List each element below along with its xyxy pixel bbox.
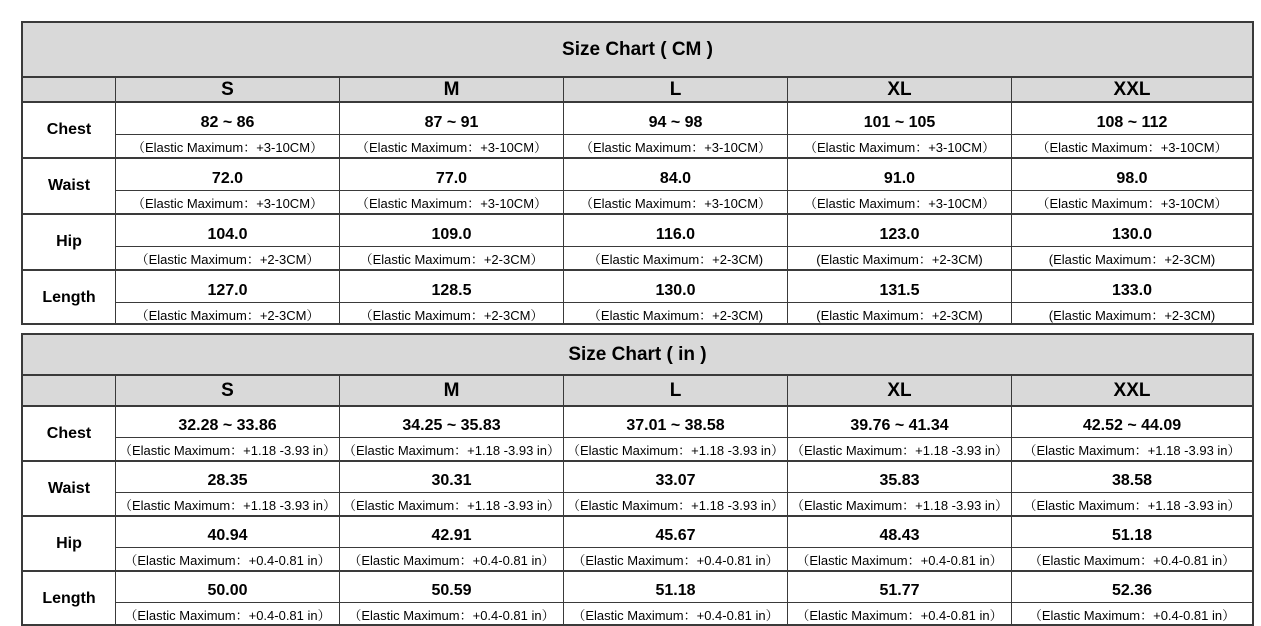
size-header-xl: XL	[788, 78, 1012, 101]
measurement-value: 37.01 ~ 38.58	[564, 407, 787, 438]
elastic-note: （Elastic Maximum：+2-3CM)	[587, 307, 764, 323]
elastic-note: （Elastic Maximum：+0.4-0.81 in）	[348, 552, 555, 568]
measurement-value: 48.43	[788, 517, 1011, 548]
measurement-value: 131.5	[788, 271, 1011, 303]
size-cell	[116, 215, 340, 269]
measurement-value: 51.77	[788, 572, 1011, 603]
elastic-note: （Elastic Maximum：+3-10CM）	[803, 195, 996, 211]
size-cell	[340, 103, 564, 157]
measurement-row-hip	[23, 215, 1252, 271]
size-header-row	[23, 376, 1252, 407]
chart-title: Size Chart ( CM )	[23, 23, 1252, 78]
size-cell	[1012, 159, 1252, 213]
measurement-value: 128.5	[340, 271, 563, 303]
size-cell	[788, 271, 1012, 325]
elastic-note: （Elastic Maximum：+0.4-0.81 in）	[124, 552, 331, 568]
size-cell	[116, 103, 340, 157]
elastic-note: （Elastic Maximum：+0.4-0.81 in）	[1028, 552, 1236, 568]
row-label: Chest	[23, 103, 116, 157]
size-header-s: S	[116, 376, 340, 405]
measurement-row-length	[23, 271, 1252, 325]
measurement-row-waist	[23, 462, 1252, 517]
size-cell	[564, 517, 788, 570]
measurement-value: 98.0	[1012, 159, 1252, 191]
elastic-note: (Elastic Maximum：+2-3CM)	[816, 307, 983, 323]
size-cell	[116, 271, 340, 325]
elastic-note: （Elastic Maximum：+1.18 -3.93 in）	[790, 497, 1009, 513]
size-chart-cm	[21, 21, 1254, 325]
measurement-value: 35.83	[788, 462, 1011, 493]
size-cell	[340, 517, 564, 570]
elastic-note: （Elastic Maximum：+3-10CM）	[355, 139, 548, 155]
measurement-value: 108 ~ 112	[1012, 103, 1252, 135]
elastic-note: （Elastic Maximum：+0.4-0.81 in）	[1028, 607, 1236, 623]
elastic-note: （Elastic Maximum：+0.4-0.81 in）	[572, 552, 779, 568]
size-cell	[116, 462, 340, 515]
measurement-value: 82 ~ 86	[116, 103, 339, 135]
measurement-row-waist	[23, 159, 1252, 215]
measurement-value: 84.0	[564, 159, 787, 191]
measurement-value: 50.00	[116, 572, 339, 603]
size-header-l: L	[564, 376, 788, 405]
size-cell	[564, 159, 788, 213]
size-cell	[788, 407, 1012, 460]
size-chart-inch	[21, 333, 1254, 626]
measurement-value: 33.07	[564, 462, 787, 493]
size-cell	[1012, 103, 1252, 157]
size-cell	[1012, 407, 1252, 460]
size-header-row	[23, 78, 1252, 103]
measurement-value: 133.0	[1012, 271, 1252, 303]
size-cell	[564, 103, 788, 157]
measurement-value: 51.18	[564, 572, 787, 603]
size-header-xxl: XXL	[1113, 78, 1151, 100]
elastic-note: （Elastic Maximum：+0.4-0.81 in）	[124, 607, 331, 623]
elastic-note: （Elastic Maximum：+2-3CM）	[359, 307, 544, 323]
size-cell	[564, 271, 788, 325]
measurement-value: 30.31	[340, 462, 563, 493]
measurement-value: 28.35	[116, 462, 339, 493]
elastic-note: （Elastic Maximum：+3-10CM）	[1036, 139, 1228, 155]
header-corner	[23, 376, 116, 405]
size-cell	[116, 407, 340, 460]
measurement-value: 52.36	[1012, 572, 1252, 603]
measurement-value: 101 ~ 105	[788, 103, 1011, 135]
elastic-note: （Elastic Maximum：+0.4-0.81 in）	[796, 607, 1003, 623]
measurement-value: 130.0	[564, 271, 787, 303]
measurement-value: 42.52 ~ 44.09	[1012, 407, 1252, 438]
size-cell	[1012, 572, 1252, 625]
size-cell	[788, 517, 1012, 570]
measurement-value: 91.0	[788, 159, 1011, 191]
row-label: Hip	[23, 517, 116, 570]
elastic-note: （Elastic Maximum：+3-10CM）	[803, 139, 996, 155]
measurement-value: 38.58	[1012, 462, 1252, 493]
size-cell	[1012, 517, 1252, 570]
elastic-note: （Elastic Maximum：+1.18 -3.93 in）	[566, 442, 785, 458]
measurement-value: 109.0	[340, 215, 563, 247]
row-label: Chest	[23, 407, 116, 460]
size-cell	[1012, 271, 1252, 325]
size-cell	[116, 572, 340, 625]
elastic-note: （Elastic Maximum：+2-3CM）	[135, 307, 320, 323]
elastic-note: (Elastic Maximum：+2-3CM)	[816, 251, 983, 267]
size-cell	[116, 159, 340, 213]
size-header-m: M	[340, 376, 564, 405]
elastic-note: （Elastic Maximum：+2-3CM)	[587, 251, 764, 267]
elastic-note: （Elastic Maximum：+3-10CM）	[1036, 195, 1228, 211]
measurement-value: 72.0	[116, 159, 339, 191]
elastic-note: （Elastic Maximum：+2-3CM）	[359, 251, 544, 267]
size-cell	[788, 159, 1012, 213]
elastic-note: （Elastic Maximum：+3-10CM）	[131, 195, 324, 211]
measurement-value: 42.91	[340, 517, 563, 548]
elastic-note: （Elastic Maximum：+1.18 -3.93 in）	[342, 442, 561, 458]
elastic-note: （Elastic Maximum：+1.18 -3.93 in）	[1023, 442, 1241, 458]
size-cell	[788, 462, 1012, 515]
size-header-l: L	[564, 78, 788, 101]
row-label: Length	[23, 271, 116, 325]
measurement-value: 116.0	[564, 215, 787, 247]
measurement-value: 77.0	[340, 159, 563, 191]
size-cell	[564, 462, 788, 515]
measurement-value: 45.67	[564, 517, 787, 548]
measurement-value: 34.25 ~ 35.83	[340, 407, 563, 438]
elastic-note: （Elastic Maximum：+3-10CM）	[579, 139, 772, 155]
measurement-value: 127.0	[116, 271, 339, 303]
elastic-note: （Elastic Maximum：+3-10CM）	[355, 195, 548, 211]
size-cell	[116, 517, 340, 570]
elastic-note: （Elastic Maximum：+1.18 -3.93 in）	[118, 442, 337, 458]
measurement-value: 94 ~ 98	[564, 103, 787, 135]
row-label: Hip	[23, 215, 116, 269]
size-cell	[788, 215, 1012, 269]
elastic-note: （Elastic Maximum：+2-3CM）	[135, 251, 320, 267]
row-label: Waist	[23, 462, 116, 515]
elastic-note: （Elastic Maximum：+0.4-0.81 in）	[348, 607, 555, 623]
measurement-row-chest	[23, 103, 1252, 159]
elastic-note: （Elastic Maximum：+1.18 -3.93 in）	[118, 497, 337, 513]
elastic-note: （Elastic Maximum：+0.4-0.81 in）	[572, 607, 779, 623]
elastic-note: (Elastic Maximum：+2-3CM)	[1048, 307, 1216, 323]
measurement-value: 50.59	[340, 572, 563, 603]
size-cell	[1012, 462, 1252, 515]
size-cell	[340, 215, 564, 269]
chart-title: Size Chart ( in )	[23, 335, 1252, 376]
elastic-note: （Elastic Maximum：+1.18 -3.93 in）	[566, 497, 785, 513]
row-label: Length	[23, 572, 116, 625]
elastic-note: （Elastic Maximum：+1.18 -3.93 in）	[790, 442, 1009, 458]
size-cell	[340, 462, 564, 515]
elastic-note: （Elastic Maximum：+3-10CM）	[579, 195, 772, 211]
size-cell	[340, 407, 564, 460]
measurement-value: 123.0	[788, 215, 1011, 247]
size-cell	[1012, 215, 1252, 269]
elastic-note: （Elastic Maximum：+1.18 -3.93 in）	[342, 497, 561, 513]
measurement-value: 104.0	[116, 215, 339, 247]
size-cell	[564, 215, 788, 269]
elastic-note: （Elastic Maximum：+0.4-0.81 in）	[796, 552, 1003, 568]
size-header-xxl: XXL	[1113, 379, 1151, 401]
measurement-row-hip	[23, 517, 1252, 572]
elastic-note: （Elastic Maximum：+1.18 -3.93 in）	[1023, 497, 1241, 513]
size-cell	[340, 159, 564, 213]
size-cell	[788, 103, 1012, 157]
measurement-row-length	[23, 572, 1252, 625]
elastic-note: （Elastic Maximum：+3-10CM）	[131, 139, 324, 155]
size-cell	[340, 572, 564, 625]
measurement-row-chest	[23, 407, 1252, 462]
row-label: Waist	[23, 159, 116, 213]
measurement-value: 51.18	[1012, 517, 1252, 548]
measurement-value: 39.76 ~ 41.34	[788, 407, 1011, 438]
size-cell	[564, 572, 788, 625]
elastic-note: (Elastic Maximum：+2-3CM)	[1048, 251, 1216, 267]
size-header-m: M	[340, 78, 564, 101]
header-corner	[23, 78, 116, 101]
measurement-value: 130.0	[1012, 215, 1252, 247]
size-cell	[564, 407, 788, 460]
size-cell	[340, 271, 564, 325]
size-header-s: S	[116, 78, 340, 101]
measurement-value: 87 ~ 91	[340, 103, 563, 135]
size-cell	[788, 572, 1012, 625]
measurement-value: 32.28 ~ 33.86	[116, 407, 339, 438]
measurement-value: 40.94	[116, 517, 339, 548]
size-header-xl: XL	[788, 376, 1012, 405]
